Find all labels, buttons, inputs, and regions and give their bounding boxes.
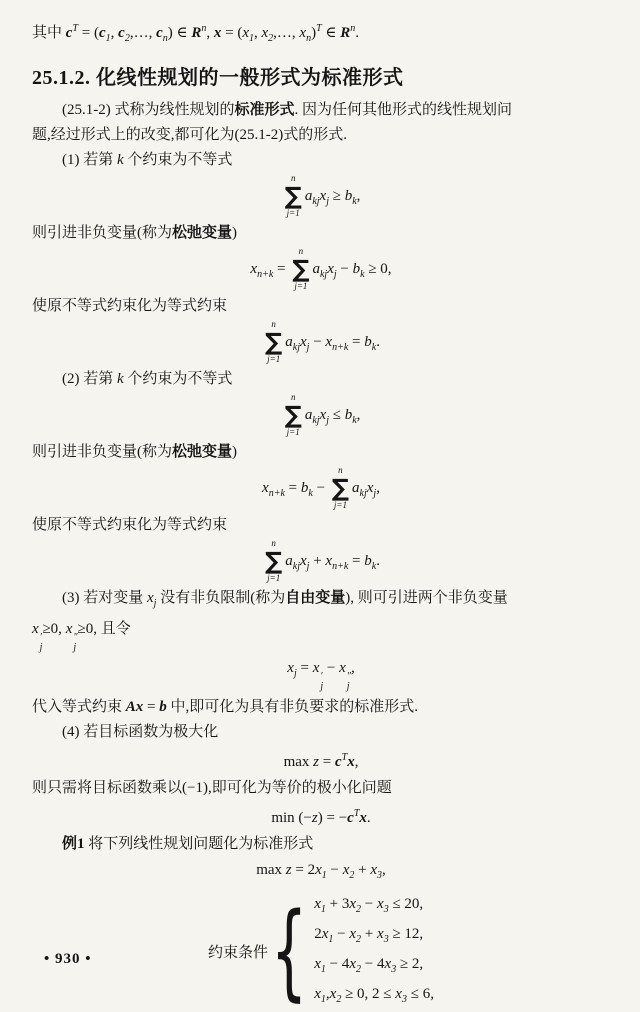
sigma-icon: ∑ (292, 254, 310, 283)
text-run: , (376, 479, 380, 496)
text-run: 松弛变量 (172, 224, 233, 241)
math-var: z (313, 753, 319, 770)
text-run: , (325, 985, 330, 1002)
math-var: b (364, 552, 372, 569)
formula-line (32, 858, 610, 888)
system-row (314, 892, 434, 922)
text-run: 使原不等式约束化为等式约束 (32, 297, 228, 314)
text-run: , (382, 861, 386, 878)
math-var: x (349, 925, 357, 942)
formula-line (32, 802, 610, 830)
subscript: n+k (268, 487, 285, 499)
subscript: 1 (249, 33, 254, 44)
math-var: k (117, 370, 124, 387)
text-run: 个约束为不等式 (123, 370, 233, 387)
subscript: 3 (383, 933, 389, 945)
math-var: A (125, 698, 136, 715)
text-run: 题,经过形式上的改变,都可化为(25.1-2)式的形式. (32, 127, 347, 143)
math-var: x (312, 659, 320, 676)
math-var: x (314, 955, 321, 972)
sigma-icon: ∑ (265, 327, 283, 356)
sum-upper-limit: n (290, 391, 296, 402)
text-run: ) (232, 443, 238, 460)
sum-upper-limit: n (338, 464, 343, 475)
subscript: k (352, 414, 357, 426)
text-run: 个约束为不等式 (123, 152, 233, 168)
math-var: a (312, 260, 320, 277)
math-var: x (366, 479, 374, 496)
text-run: ≥0, (42, 620, 66, 637)
formula-line (32, 320, 610, 365)
sum-symbol (292, 247, 309, 292)
system-label: 约束条件 (208, 945, 269, 962)
formula-line (32, 539, 610, 584)
text-run: . (366, 809, 371, 826)
math-var: b (159, 698, 167, 715)
text-line (32, 776, 610, 800)
text-run: ), 则可引进两个非负变量 (345, 589, 508, 606)
superscript: T (72, 23, 78, 34)
math-var: c (347, 809, 354, 826)
text-run: + (354, 861, 371, 878)
constraint-system (32, 892, 610, 1012)
left-brace-icon: { (270, 890, 308, 1012)
math-var: x (325, 333, 333, 350)
math-var: x (315, 861, 322, 878)
text-run: = (348, 552, 365, 569)
formula-line (32, 466, 610, 511)
subscript: 3 (377, 869, 383, 881)
sigma-icon: ∑ (331, 473, 350, 502)
text-run: (4) 若目标函数为极大化 (62, 723, 219, 740)
formula-line (32, 656, 610, 693)
subscript: 1 (320, 903, 326, 915)
text-run: − 4 (325, 955, 350, 972)
subscript: kj (319, 268, 328, 280)
math-var: x (300, 552, 307, 569)
subscript: k (371, 341, 377, 353)
subscript: kj (312, 195, 320, 207)
math-var: x (377, 895, 384, 912)
math-var: a (285, 552, 293, 569)
math-var: a (304, 187, 313, 204)
math-var: R (340, 25, 351, 41)
math-var: x (213, 25, 222, 41)
text-run: ≥0, 且令 (77, 620, 131, 637)
math-var: x (342, 861, 350, 878)
text-run: max (256, 861, 286, 878)
text-run: 例1 (62, 835, 85, 852)
text-line (32, 440, 610, 464)
text-run: . (376, 333, 380, 350)
subscript: 2 (356, 933, 362, 945)
text-run: 则只需将目标函数乘以(−1),即可化为等价的极小化问题 (32, 779, 392, 796)
math-var: x (321, 925, 329, 942)
text-run: = ( (221, 25, 243, 41)
math-var: c (65, 25, 73, 41)
subscript: k (352, 195, 357, 207)
subscript: n (306, 33, 312, 44)
math-var: x (250, 260, 258, 277)
text-run: − (312, 479, 329, 496)
text-run: ≥ (328, 187, 345, 204)
math-var: x (314, 985, 321, 1002)
text-run: 则引进非负变量(称为 (32, 443, 172, 460)
formula-line (32, 393, 610, 438)
subscript: j (306, 341, 310, 353)
subscript: 3 (383, 903, 389, 915)
math-var: b (300, 479, 309, 496)
subscript: 2 (336, 993, 342, 1005)
text-run: , (354, 753, 359, 770)
subscript: j (293, 667, 297, 679)
superscript: T (341, 751, 348, 763)
text-run: − (361, 895, 378, 912)
superscript: ″ (346, 670, 351, 682)
text-run: ≥ 0, 2 ≤ (341, 985, 396, 1002)
text-run: (25.1-2) 式称为线性规划的 (62, 102, 235, 118)
text-run: 将下列线性规划问题化为标准形式 (84, 835, 314, 852)
subscript: j (73, 642, 77, 654)
math-var: z (285, 861, 292, 878)
superscript: ″ (73, 631, 78, 643)
page-number: • 930 • (44, 951, 92, 967)
math-var: b (344, 187, 353, 204)
text-run: + (361, 925, 378, 942)
subscript: j (326, 414, 329, 426)
text-run: − 4 (361, 955, 385, 972)
math-var: R (191, 25, 202, 41)
math-var: x (300, 333, 307, 350)
text-run: ≥ 0, (364, 260, 392, 277)
subscript: 2 (349, 869, 355, 881)
superscript: ′ (39, 631, 42, 643)
math-var: x (359, 809, 367, 826)
text-line (32, 98, 610, 122)
subscript: j (306, 560, 310, 572)
math-var: c (98, 25, 106, 41)
text-run: − (323, 659, 340, 676)
sum-symbol (265, 539, 282, 584)
sum-lower-limit: j=1 (267, 572, 281, 583)
subscript: j (320, 681, 324, 693)
subscript: 3 (401, 993, 407, 1005)
math-var: x (135, 698, 144, 715)
text-run: min (− (271, 809, 312, 826)
text-run: ) ∈ (167, 25, 192, 41)
text-run: ,…, (273, 25, 300, 41)
superscript: n (350, 23, 356, 34)
sum-symbol (285, 174, 302, 219)
text-run: 使原不等式约束化为等式约束 (32, 516, 228, 533)
text-run: ≤ 20, (388, 895, 424, 912)
subscript: 1 (320, 963, 326, 975)
subscript: 1 (320, 993, 326, 1005)
math-var: x (287, 659, 294, 676)
text-line (32, 586, 610, 616)
math-var: c (118, 25, 125, 41)
math-var: x (370, 861, 378, 878)
subscript: 2 (356, 963, 362, 975)
subscript: n+k (332, 560, 349, 572)
subscript: kj (312, 414, 320, 426)
text-run: 则引进非负变量(称为 (32, 224, 172, 241)
formula-line (32, 247, 610, 292)
text-line (32, 123, 610, 147)
text-run: 没有非负限制(称为 (156, 589, 286, 606)
text-run: 松弛变量 (172, 443, 233, 460)
text-run: . (355, 25, 360, 41)
subscript: j (333, 268, 337, 280)
math-var: x (347, 753, 355, 770)
text-run: 代入等式约束 (32, 698, 126, 715)
subscript: 1 (321, 869, 327, 881)
text-line (32, 148, 610, 172)
system-rows (314, 892, 434, 1012)
formula-line (32, 746, 610, 774)
subscript: 3 (391, 963, 397, 975)
text-run: = 2 (291, 861, 316, 878)
text-run: 中,即可化为具有非负要求的标准形式. (166, 698, 419, 715)
subscript: j (373, 487, 377, 499)
math-var: x (65, 620, 73, 637)
text-run: ) (232, 224, 238, 241)
text-run: . 因为任何其他形式的线性规划问 (294, 102, 513, 118)
text-run: = ( (78, 25, 99, 41)
superscript: n (201, 23, 207, 34)
text-run: ≤ (328, 406, 345, 423)
subscript: k (308, 487, 313, 499)
math-var: a (285, 333, 293, 350)
sigma-icon: ∑ (265, 546, 283, 575)
text-run: (3) 若对变量 (62, 589, 147, 606)
subscript: n+k (257, 268, 274, 280)
text-line (32, 832, 610, 856)
math-var: x (349, 895, 357, 912)
formula-line (32, 174, 610, 219)
text-run: ) (311, 25, 317, 41)
subscript: kj (292, 560, 300, 572)
math-var: x (377, 925, 384, 942)
subscript: kj (292, 341, 300, 353)
text-run: + 3 (325, 895, 350, 912)
text-run: − (336, 260, 353, 277)
text-run: 标准形式 (234, 102, 295, 118)
text-line (32, 367, 610, 391)
math-var: a (304, 406, 313, 423)
system-row (314, 952, 434, 982)
text-run: ) = − (317, 809, 348, 826)
sum-lower-limit: j=1 (294, 281, 308, 292)
subscript: 2 (124, 33, 130, 44)
text-line (32, 695, 610, 719)
math-var: c (334, 753, 342, 770)
text-run: 25.1.2. 化线性规划的一般形式为标准形式 (32, 67, 404, 89)
superscript: T (316, 23, 322, 34)
text-run: = (296, 659, 313, 676)
math-var: x (299, 25, 307, 41)
subscript: n+k (332, 341, 349, 353)
math-var: x (395, 985, 402, 1002)
text-run: 2 (314, 925, 322, 942)
text-run: max (283, 753, 314, 770)
text-run: , (350, 659, 355, 676)
text-line (32, 221, 610, 245)
math-var: x (32, 620, 39, 637)
math-var: a (352, 479, 360, 496)
sum-upper-limit: n (298, 245, 304, 256)
math-var: b (344, 406, 353, 423)
math-var: x (339, 659, 346, 676)
text-run: = (273, 260, 290, 277)
sigma-icon: ∑ (284, 400, 302, 429)
sum-lower-limit: j=1 (286, 426, 300, 437)
text-run: − (333, 925, 350, 942)
math-var: b (364, 333, 372, 350)
sum-upper-limit: n (271, 537, 276, 548)
subscript: n (162, 33, 168, 44)
math-var: x (242, 25, 249, 41)
subscript: kj (359, 487, 367, 499)
page-content (32, 17, 610, 1012)
text-run: , (254, 25, 262, 41)
subscript: k (371, 560, 377, 572)
subscript: j (346, 681, 350, 693)
math-var: b (352, 260, 361, 277)
subscript: 1 (328, 933, 334, 945)
sum-upper-limit: n (290, 173, 296, 183)
math-var: z (311, 809, 318, 826)
text-run: . (376, 552, 380, 569)
text-run: , (356, 406, 361, 423)
math-var: c (156, 25, 163, 41)
sum-symbol (285, 393, 302, 438)
text-run: − (326, 861, 343, 878)
math-var: x (325, 552, 333, 569)
text-run: ∈ (321, 25, 341, 41)
sum-upper-limit: n (271, 318, 276, 329)
text-run: − (309, 333, 326, 350)
subscript: j (39, 642, 43, 654)
text-line (32, 513, 610, 537)
text-run: ≥ 12, (388, 925, 424, 942)
text-run: = (143, 698, 160, 715)
math-var: x (384, 955, 392, 972)
text-run: = (284, 479, 301, 496)
subscript: 2 (268, 33, 274, 44)
superscript: ′ (320, 670, 323, 682)
subscript: j (153, 597, 157, 609)
text-run: 其中 (32, 25, 66, 41)
superscript: T (353, 807, 360, 819)
subscript: 1 (105, 33, 111, 44)
text-line (32, 17, 610, 51)
sum-symbol (332, 466, 349, 511)
text-run: ≥ 2, (396, 955, 424, 972)
text-line (32, 720, 610, 744)
text-run: + (309, 552, 326, 569)
math-var: x (314, 895, 321, 912)
system-row (314, 922, 434, 952)
math-var: x (319, 187, 327, 204)
text-line (32, 294, 610, 318)
math-var: x (319, 406, 327, 423)
sum-symbol (265, 320, 282, 365)
text-run: = (348, 333, 365, 350)
math-var: x (262, 479, 269, 496)
subscript: k (360, 268, 365, 280)
text-run: , (356, 187, 361, 204)
text-line (32, 617, 610, 654)
system-row (314, 982, 434, 1012)
text-run: (2) 若第 (62, 370, 117, 387)
subscript: 2 (356, 903, 362, 915)
subscript: j (326, 195, 329, 207)
text-run: , (206, 25, 214, 41)
math-var: x (261, 25, 269, 41)
math-var: x (327, 260, 334, 277)
sum-lower-limit: j=1 (286, 208, 300, 219)
math-var: x (349, 955, 357, 972)
text-run: ,…, (129, 25, 157, 41)
text-run: , (110, 25, 119, 41)
math-var: k (117, 152, 124, 168)
text-run: (1) 若第 (62, 152, 117, 168)
text-run: 自由变量 (285, 589, 346, 606)
sum-lower-limit: j=1 (333, 499, 347, 510)
math-var: x (147, 589, 154, 606)
text-run: = (318, 753, 335, 770)
text-run: ≤ 6, (406, 985, 434, 1002)
sigma-icon: ∑ (284, 181, 302, 210)
sum-lower-limit: j=1 (267, 354, 281, 365)
section-heading (32, 61, 610, 90)
math-var: x (329, 985, 337, 1002)
